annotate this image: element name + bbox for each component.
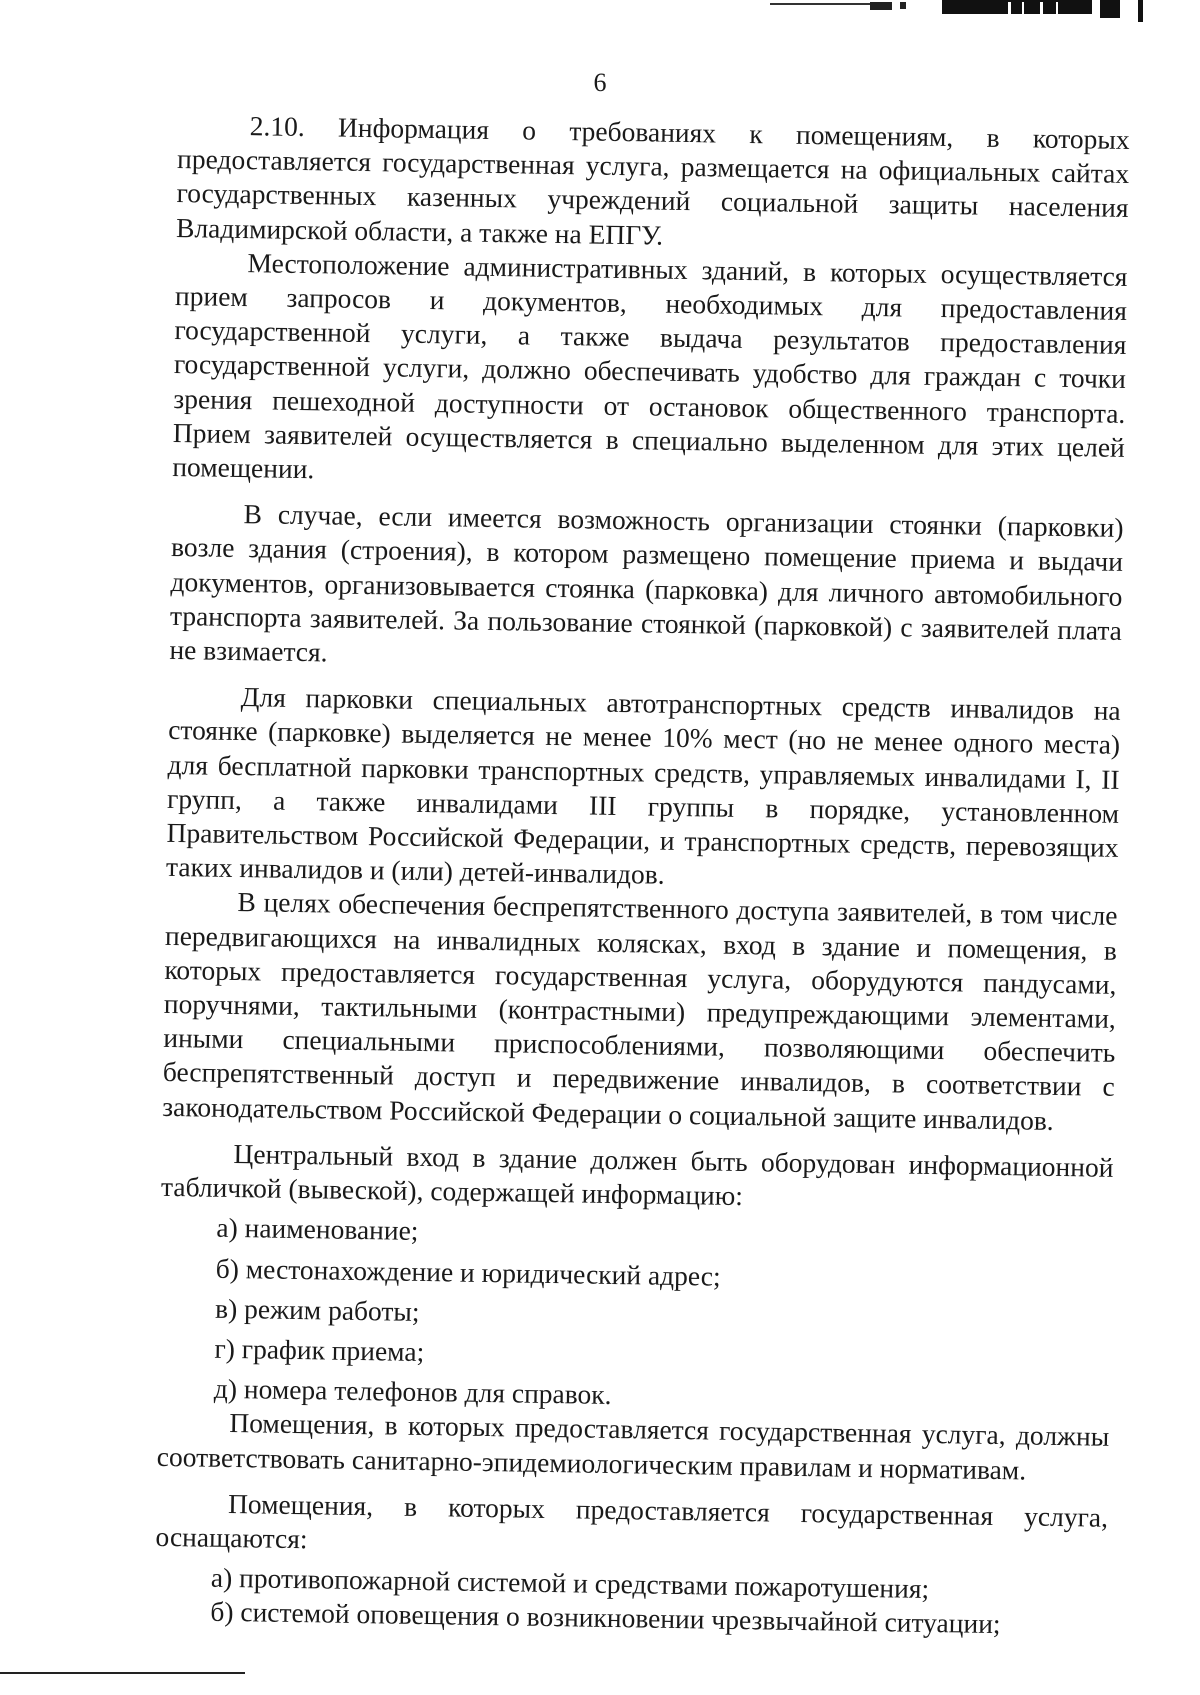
list-item: а) противопожарной системой и средствами пожаротушения; bbox=[210, 1561, 930, 1605]
paragraph-parking: В случае, если имеется возможность организации стоянки (парковки) возле здания (строения), в котором размещено помещение приема и выдачи документов, организовывается стоянка (парковка) для личного автомобильного транспорта заявителей. За пользование стоянкой (парковкой) с заявителей плата не взимается. bbox=[169, 498, 1124, 668]
scan-edge-line bbox=[0, 1672, 245, 1674]
scan-edge-marks bbox=[760, 0, 1160, 22]
list-item: а) наименование; bbox=[216, 1212, 419, 1247]
document-body bbox=[154, 108, 1130, 1643]
list-item: г) график приема; bbox=[214, 1332, 425, 1367]
list-item: б) местонахождение и юридический адрес; bbox=[215, 1252, 721, 1292]
paragraph-disabled-parking: Для парковки специальных автотранспортных средств инвалидов на стоянке (парковке) выделяется не менее 10% мест (но не менее одного места) для бесплатной парковки транспортных средств, управляемых инвалидами I, II групп, а также инвалидами III группы в порядке, установленном Правительством Российской Федерации, и транспортных средств, перевозящих таких инвалидов и (или) детей-инвалидов. bbox=[165, 681, 1121, 891]
paragraph-building-location: Местоположение административных зданий, в которых осуществляется прием запросов и документов, необходимых для предоставления государственной услуги, а также выдача результатов предоставления государственной услуги, должно обеспечивать удобство для граждан с точки зрения пешеходной доступности от остановок общественного транспорта. Прием заявителей осуществляется в специально выделенном для этих целей помещении. bbox=[172, 246, 1128, 485]
list-item: б) системой оповещения о возникновении чрезвычайной ситуации; bbox=[210, 1596, 1001, 1640]
list-item: в) режим работы; bbox=[214, 1292, 420, 1327]
paragraph-equipment: Помещения, в которых предоставляется государственная услуга, оснащаются: bbox=[155, 1487, 1109, 1555]
list-item: д) номера телефонов для справок. bbox=[213, 1372, 612, 1411]
paragraph-accessibility: В целях обеспечения беспрепятственного доступа заявителей, в том числе передвигающихся на инвалидных колясках, вход в здание и помещения, в которых предоставляется государственная услуга, оборудуются пандусами, поручнями, тактильными (контрастными) предупреждающими элементами, иными специальными приспособлениями, позволяющими обеспечить беспрепятственный доступ и передвижение инвалидов, в соответствии с законодательством Российской Федерации о социальной защите инвалидов. bbox=[162, 886, 1118, 1136]
paragraph-premises-requirements: 2.10. Информация о требованиях к помещениям, в которых предоставляется государственная услуга, размещается на официальных сайтах государственных казенных учреждений социальной защиты населения Владимирской области, а также на ЕПГУ. bbox=[175, 110, 1130, 251]
paragraph-sanitary: Помещения, в которых предоставляется государственная услуга, должны соответствовать санитарно-эпидемиологическим правилам и нормативам. bbox=[156, 1407, 1110, 1486]
page-number: 6 bbox=[593, 68, 607, 97]
paragraph-entrance-sign: Центральный вход в здание должен быть оборудован информационной табличкой (вывеской), содержащей информацию: bbox=[160, 1137, 1114, 1212]
